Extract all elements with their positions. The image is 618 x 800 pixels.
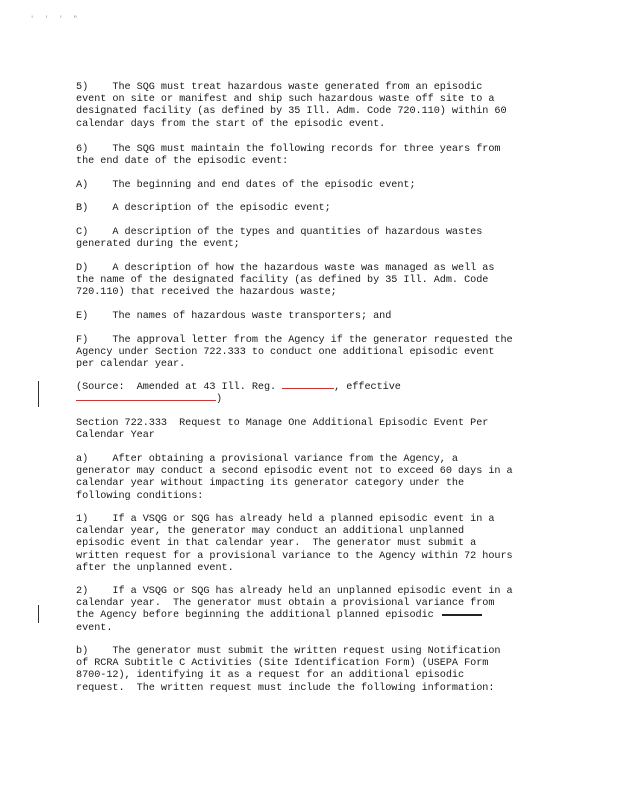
- item-b: B) A description of the episodic event;: [76, 203, 331, 214]
- source-note-close: ): [216, 394, 223, 406]
- para-2: [76, 586, 540, 635]
- subsection-b: b) The generator must submit the written request using Notification of RCRA Subtitle C Activities (Site Identification Form) (USEPA Form 8700-12), identifying it as a request for an additional episodic request. The written request must include the following information:: [76, 646, 501, 694]
- para-5: 5) The SQG must treat hazardous waste generated from an episodic event on site or manifest and ship such hazardous waste off site to a designated facility (as defined by 35 Ill. Adm. Code 720.110) within 60 calendar days from the start of the episodic event.: [76, 82, 507, 130]
- revision-bar: [38, 381, 39, 407]
- item-d: D) A description of how the hazardous waste was managed as well as the name of the designated facility (as defined by 35 Ill. Adm. Code 720.110) that received the hazardous waste;: [76, 263, 495, 299]
- scan-marks: ' ' ' ": [30, 16, 81, 24]
- item-c: C) A description of the types and quantities of hazardous wastes generated during the event;: [76, 227, 483, 251]
- para-6: 6) The SQG must maintain the following records for three years from the end date of the episodic event:: [76, 144, 501, 168]
- strikeout-mark: [442, 614, 482, 616]
- subsection-a: a) After obtaining a provisional variance from the Agency, a generator may conduct a second episodic event not to exceed 60 days in a calendar year without impacting its generator category under the following conditions:: [76, 454, 513, 502]
- para-2-end: event.: [76, 622, 113, 634]
- para-1: 1) If a VSQG or SQG has already held a planned episodic event in a calendar year, the generator may conduct an additional unplanned episodic event in that calendar year. The generator must submit a written request for a provisional variance to the Agency within 72 hours after the unplanned event.: [76, 514, 513, 574]
- item-a: A) The beginning and end dates of the episodic event;: [76, 180, 416, 191]
- section-heading: Section 722.333 Request to Manage One Additional Episodic Event Per Calendar Year: [76, 418, 489, 442]
- item-f: F) The approval letter from the Agency if the generator requested the Agency under Section 722.333 to conduct one additional episodic event per calendar year.: [76, 335, 513, 371]
- effective-date-blank: [76, 400, 216, 401]
- register-blank: [282, 388, 334, 389]
- item-e: E) The names of hazardous waste transporters; and: [76, 311, 392, 322]
- source-note: [76, 382, 540, 406]
- source-note-prefix: (Source: Amended at 43 Ill. Reg.: [76, 382, 283, 393]
- para-2-text: 2) If a VSQG or SQG has already held an unplanned episodic event in a calendar year. The generator must obtain a provisional variance from the Agency before beginning the additional planned episodic: [76, 586, 513, 622]
- source-note-suffix: , effective: [334, 382, 401, 393]
- revision-bar: [38, 605, 39, 623]
